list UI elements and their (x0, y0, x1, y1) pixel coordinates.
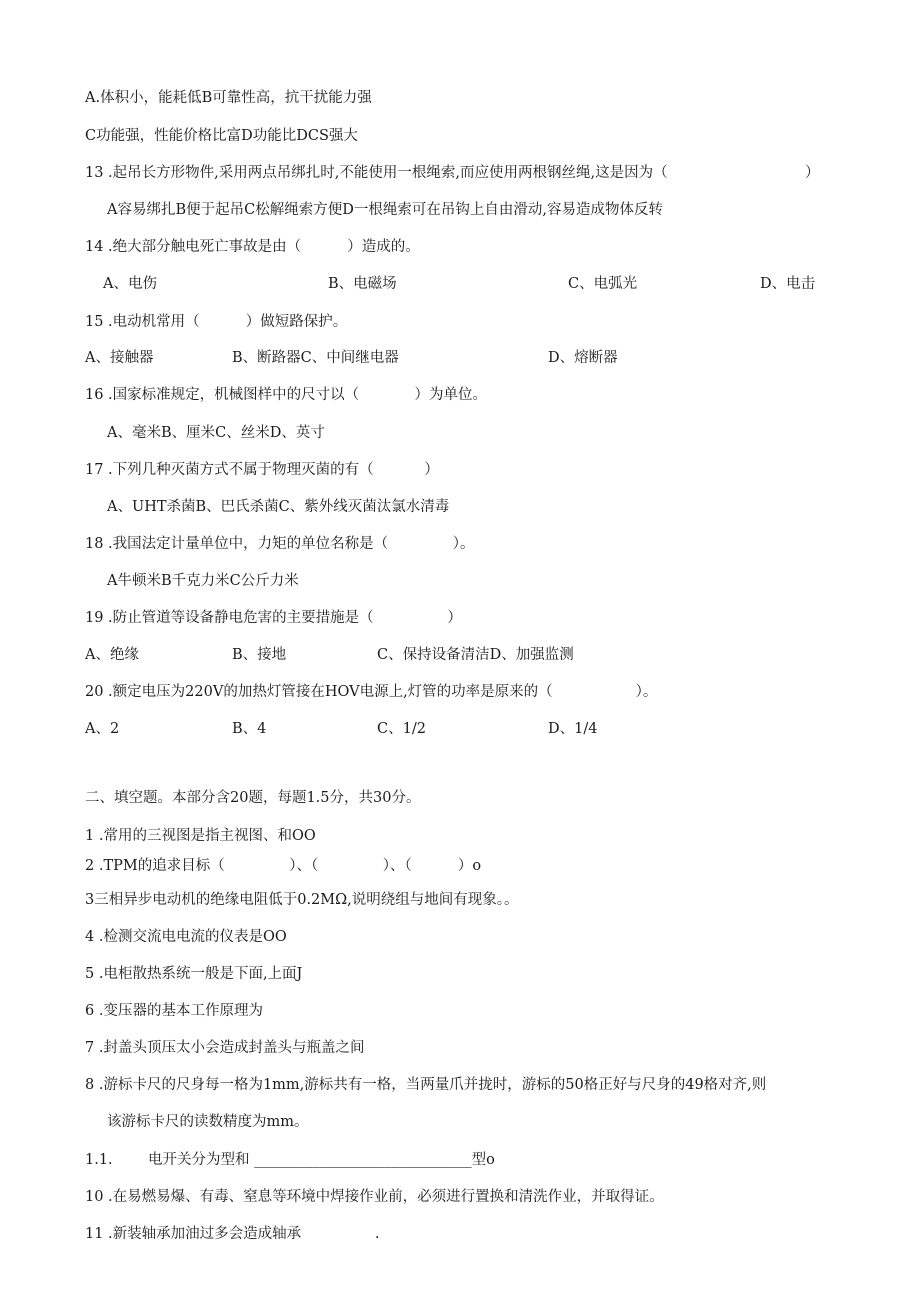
section-2-heading: 二、填空题。本部分含20题，每题1.5分，共30分。 (85, 790, 421, 806)
fill-question-11: 11 .新装轴承加油过多会造成轴承 . (85, 1226, 380, 1242)
fill-question-10: 10 .在易燃易爆、有毒、窒息等环境中焊接作业前，必须进行置换和清洗作业，并取得证。 (85, 1189, 664, 1205)
question-16-options: A、毫米B、厘米C、丝米D、英寸 (107, 425, 325, 441)
fill-question-2: 2 .TPM的追求目标（ ）、（ ）、（ ）o (85, 858, 482, 874)
fill-question-7: 7 .封盖头顶压太小会造成封盖头与瓶盖之间 (85, 1040, 365, 1056)
question-14-option-d: D、电击 (760, 276, 816, 292)
question-15-option-d: D、熔断器 (548, 350, 618, 366)
question-14-option-c: C、电弧光 (568, 276, 638, 292)
fill-question-9-number: 1.1. (85, 1152, 113, 1168)
question-13-bracket-close: ） (805, 165, 820, 181)
question-13-options: A容易绑扎B便于起吊C松解绳索方便D一根绳索可在吊钩上自由滑动,容易造成物体反转 (107, 202, 663, 218)
question-20-option-b: B、4 (232, 721, 267, 737)
question-19-option-cd: C、保持设备清洁D、加强监测 (377, 647, 574, 663)
question-20-option-c: C、1/2 (377, 721, 426, 737)
question-15-option-a: A、接触器 (85, 350, 154, 366)
fill-question-9-text: 电开关分为型和 ______________________________型o (148, 1152, 495, 1168)
fill-question-8-line2: 该游标卡尺的读数精度为mm。 (107, 1114, 309, 1130)
fill-question-8-line1: 8 .游标卡尺的尺身每一格为1mm,游标共有一格，当两量爪并拢时，游标的50格正好与尺身的49格对齐,则 (85, 1077, 767, 1093)
question-14-stem: 14 .绝大部分触电死亡事故是由（ ）造成的。 (85, 239, 420, 255)
question-13-stem: 13 .起吊长方形物件,采用两点吊绑扎时,不能使用一根绳索,而应使用两根钢丝绳,这是因为（ (85, 165, 668, 181)
fill-question-1: 1 .常用的三视图是指主视图、和OO (85, 828, 316, 844)
q12-options-line1: A.体积小，能耗低B可靠性高，抗干扰能力强 (85, 90, 372, 106)
question-19-option-b: B、接地 (232, 647, 287, 663)
q12-options-line2: C功能强，性能价格比富D功能比DCS强大 (85, 128, 358, 144)
question-16-stem: 16 .国家标准规定，机械图样中的尺寸以（ ）为单位。 (85, 387, 487, 403)
question-19-stem: 19 .防止管道等设备静电危害的主要措施是（ ） (85, 610, 462, 626)
question-14-option-a: A、电伤 (103, 276, 157, 292)
question-18-stem: 18 .我国法定计量单位中，力矩的单位名称是（ ）。 (85, 536, 475, 552)
question-19-option-a: A、绝缘 (85, 647, 139, 663)
fill-question-6: 6 .变压器的基本工作原理为 (85, 1003, 263, 1019)
fill-question-4: 4 .检测交流电电流的仪表是OO (85, 929, 287, 945)
question-18-options: A牛顿米B千克力米C公斤力米 (107, 573, 299, 589)
fill-question-5: 5 .电柜散热系统一般是下面,上面J (85, 966, 303, 982)
question-15-option-bc: B、断路器C、中间继电器 (232, 350, 399, 366)
question-15-stem: 15 .电动机常用（ ）做短路保护。 (85, 314, 348, 330)
question-20-stem: 20 .额定电压为220V的加热灯管接在HOV电源上,灯管的功率是原来的（ ）。 (85, 684, 658, 700)
question-20-option-d: D、1/4 (548, 721, 598, 737)
question-17-options: A、UHT杀菌B、巴氏杀菌C、紫外线灭菌汰氯水清毒 (107, 499, 450, 515)
question-17-stem: 17 .下列几种灭菌方式不属于物理灭菌的有（ ） (85, 462, 439, 478)
question-20-option-a: A、2 (85, 721, 120, 737)
fill-question-3: 3三相异步电动机的绝缘电阻低于0.2MΩ,说明绕组与地间有现象。。 (85, 892, 519, 908)
question-14-option-b: B、电磁场 (328, 276, 397, 292)
